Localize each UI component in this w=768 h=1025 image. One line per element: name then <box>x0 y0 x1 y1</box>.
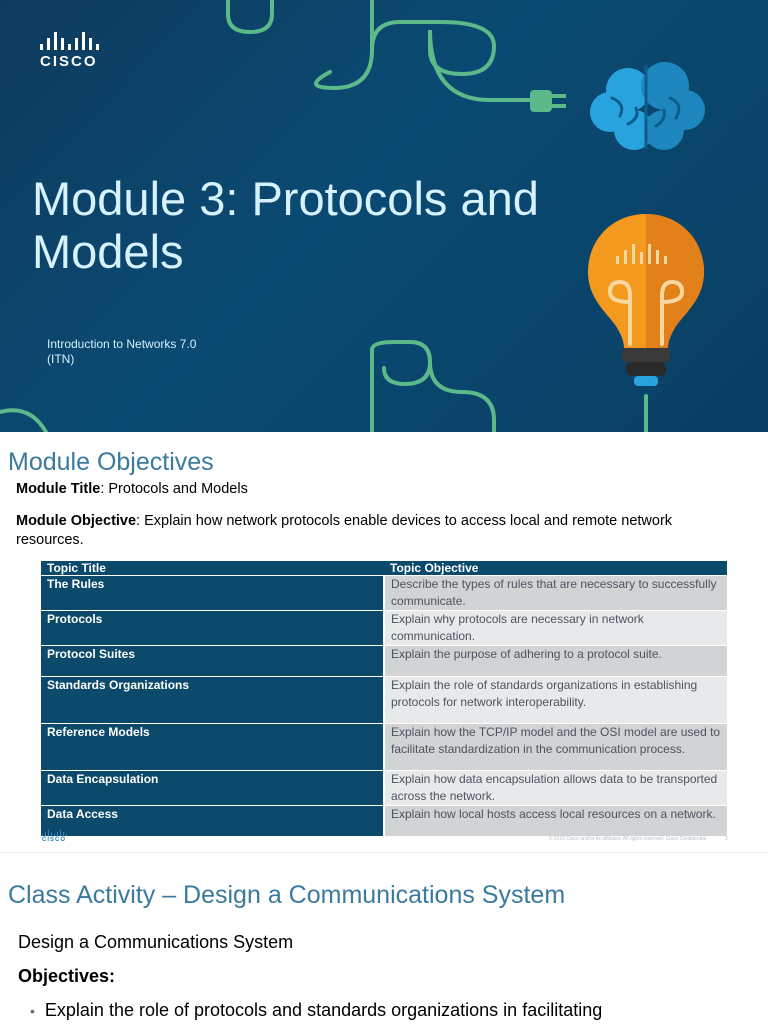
activity-subheading: Design a Communications System <box>18 932 294 952</box>
topics-table <box>41 561 727 837</box>
topic-title-cell: Protocol Suites <box>41 646 384 677</box>
topic-objective-cell: Explain how the TCP/IP model and the OSI model are used to facilitate standardization in the communication process. <box>384 724 727 771</box>
objectives-heading: Module Objectives <box>8 448 214 476</box>
topic-objective-cell: Explain why protocols are necessary in network communication. <box>384 611 727 646</box>
title-slide <box>0 0 768 432</box>
class-activity-heading: Class Activity – Design a Communications System <box>8 881 566 909</box>
list-item <box>30 1000 602 1021</box>
light-bulb-icon <box>588 214 704 386</box>
module-objective-line <box>16 512 716 550</box>
header-topic-objective: Topic Objective <box>384 561 727 576</box>
module-objective-value: : Explain how network protocols enable devices to access local and remote network resources. <box>16 513 673 548</box>
topic-title-cell: The Rules <box>41 576 384 611</box>
topic-objective-cell: Describe the types of rules that are necessary to successfully communicate. <box>384 576 727 611</box>
header-topic-title: Topic Title <box>41 561 384 576</box>
table-row <box>41 806 727 837</box>
module-objective-label: Module Objective <box>16 513 137 529</box>
topic-title-cell: Reference Models <box>41 724 384 771</box>
table-row <box>41 576 727 611</box>
footer-cisco-logo <box>42 830 72 843</box>
topic-title-cell: Data Access <box>41 806 384 837</box>
table-row <box>41 677 727 724</box>
cisco-logo-bars-icon <box>40 32 110 50</box>
topic-title-cell: Data Encapsulation <box>41 771 384 806</box>
table-row <box>41 771 727 806</box>
plug-icon <box>530 90 566 112</box>
module-title-line <box>16 480 716 499</box>
objectives-label: Objectives: <box>18 966 116 986</box>
topic-title-cell: Standards Organizations <box>41 677 384 724</box>
slide-subtitle <box>47 337 196 367</box>
bullet-icon: • <box>30 1003 35 1019</box>
table-row <box>41 724 727 771</box>
footer-logo-text: CISCO <box>42 837 67 843</box>
subtitle-line-code: (ITN) <box>47 352 75 366</box>
subtitle-line-course: Introduction to Networks 7.0 <box>47 337 197 351</box>
module-title-value: : Protocols and Models <box>100 481 248 497</box>
brain-icon <box>590 62 705 150</box>
table-header-row <box>41 561 727 576</box>
topic-objective-cell: Explain the role of standards organizations in establishing protocols for network interoperability. <box>384 677 727 724</box>
cisco-logo-text: CISCO <box>40 53 98 70</box>
objectives-slide <box>0 432 768 852</box>
topic-objective-cell: Explain how data encapsulation allows data to be transported across the network. <box>384 771 727 806</box>
topic-objective-cell: Explain the purpose of adhering to a protocol suite. <box>384 646 727 677</box>
footer-logo-bars-icon <box>42 830 72 836</box>
copyright-footer: © 2016 Cisco and/or its affiliates. All rights reserved. Cisco Confidential <box>548 836 706 842</box>
slide-title: Module 3: Protocols and Models <box>32 172 539 278</box>
table-row <box>41 611 727 646</box>
bullet-text: Explain the role of protocols and standards organizations in facilitating <box>44 1000 603 1020</box>
cisco-logo <box>40 32 110 70</box>
topic-objective-cell: Explain how local hosts access local resources on a network. <box>384 806 727 837</box>
topic-title-cell: Protocols <box>41 611 384 646</box>
page-number: 2 <box>725 836 728 842</box>
module-title-label: Module Title <box>16 481 101 497</box>
class-activity-slide <box>0 852 768 1025</box>
table-row <box>41 646 727 677</box>
